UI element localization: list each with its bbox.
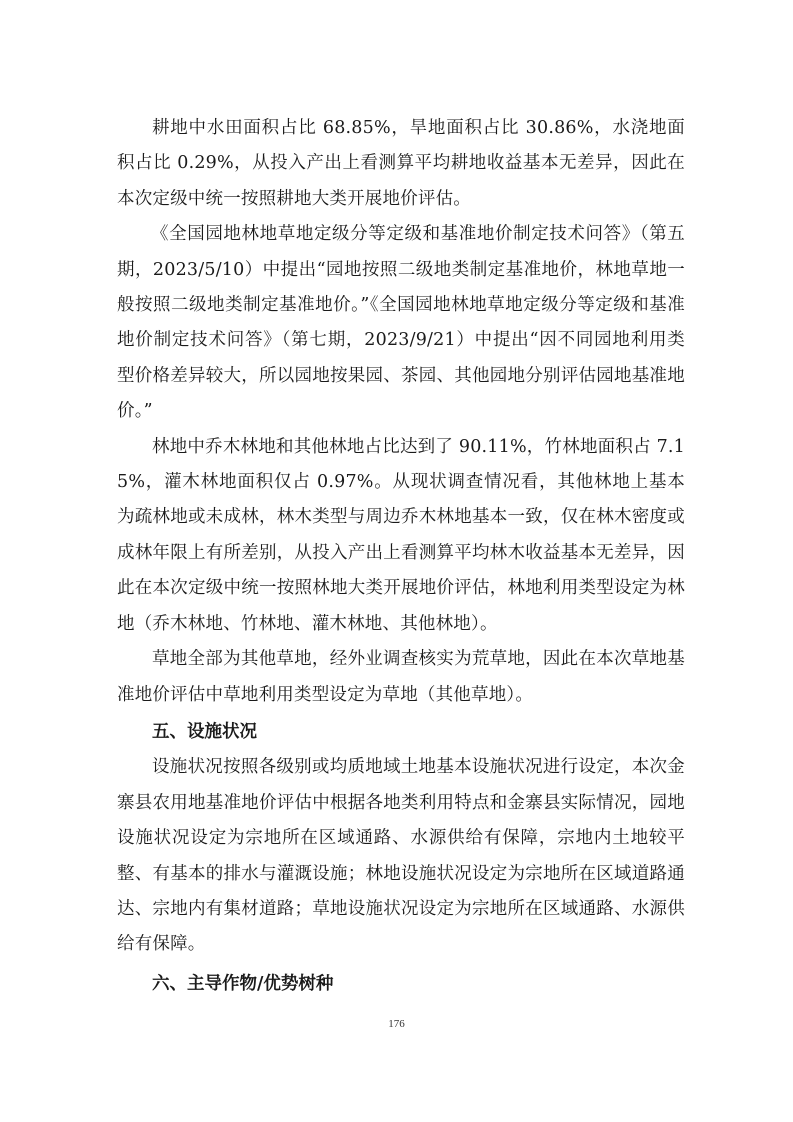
section-heading-dominant-crops: 六、主导作物/优势树种	[152, 973, 334, 994]
paragraph-facility-status: 设施状况按照各级别或均质地域土地基本设施状况进行设定，本次金寨县农用地基准地价评估中根据各地类利用特点和金寨县实际情况，园地设施状况设定为宗地所在区域通路、水源供给有保障，宗地内土地较平整、有基本的排水与灌溉设施；林地设施状况设定为宗地所在区域道路通达、宗地内有集材道路；草地设施状况设定为宗地所在区域通路、水源供给有保障。	[117, 757, 685, 955]
paragraph-forest-land: 林地中乔木林地和其他林地占比达到了 90.11%，竹林地面积占 7.15%，灌木林地面积仅占 0.97%。从现状调查情况看，其他林地上基本为疏林地或未成林，林木类型与周边乔木林地基本一致，仅在林木密度或成林年限上有所差别，从投入产出上看测算平均林木收益基本无差异，因此在本次定级中统一按照林地大类开展地价评估，林地利用类型设定为林地（乔木林地、竹林地、灌木林地、其他林地）。	[117, 436, 685, 634]
document-body	[117, 111, 685, 1002]
paragraph-cultivated-land: 耕地中水田面积占比 68.85%，旱地面积占比 30.86%，水浇地面积占比 0.29%，从投入产出上看测算平均耕地收益基本无差异，因此在本次定级中统一按照耕地大类开展地价评估。	[117, 118, 685, 209]
paragraph-grassland: 草地全部为其他草地，经外业调查核实为荒草地，因此在本次草地基准地价评估中草地利用类型设定为草地（其他草地）。	[117, 649, 685, 705]
paragraph-technical-qa-citation: 《全国园地林地草地定级分等定级和基准地价制定技术问答》（第五期，2023/5/10）中提出“园地按照二级地类制定基准地价，林地草地一般按照二级地类制定基准地价。”《全国园地林地草地定级分等定级和基准地价制定技术问答》（第七期，2023/9/21）中提出“因不同园地利用类型价格差异较大，所以园地按果园、茶园、其他园地分别评估园地基准地价。”	[117, 224, 685, 422]
page-number: 176	[388, 1018, 405, 1030]
section-heading-facility-status: 五、设施状况	[152, 721, 257, 742]
